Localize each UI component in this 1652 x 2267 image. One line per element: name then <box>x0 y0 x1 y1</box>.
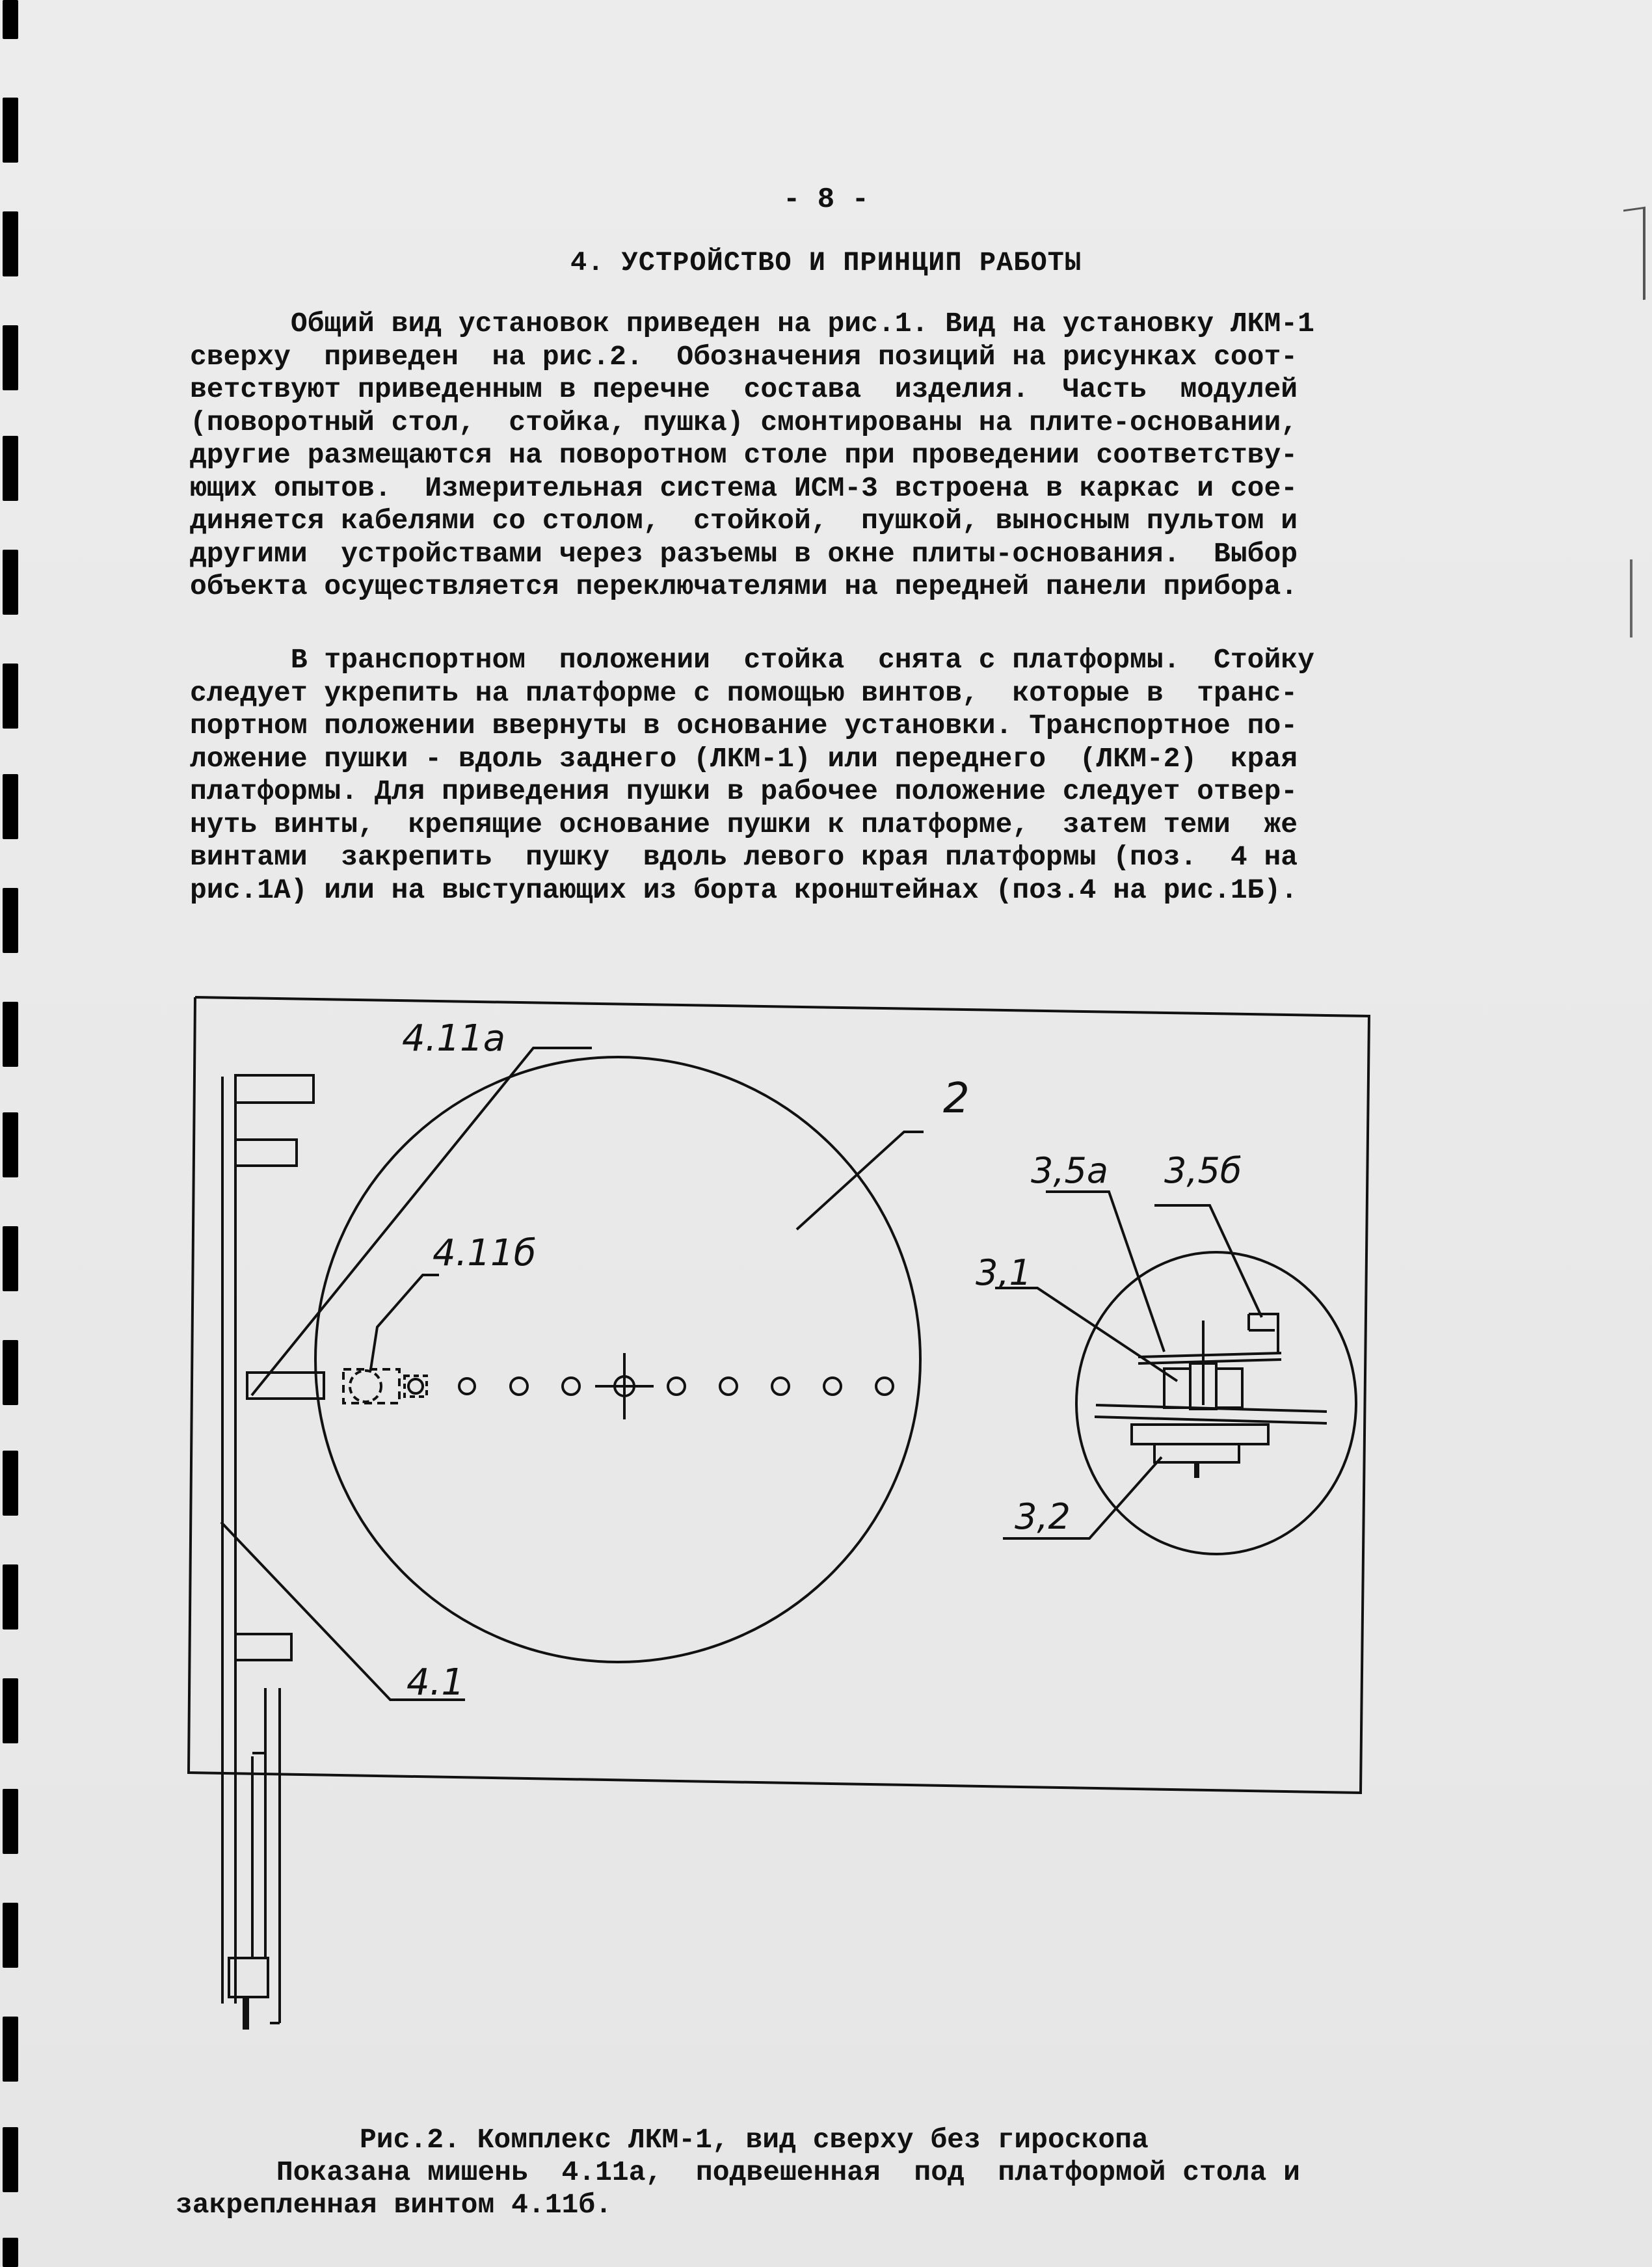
bracket <box>235 1075 313 1103</box>
figure-top-view <box>176 989 1392 2049</box>
hole <box>459 1378 475 1394</box>
text-line: В транспортном положении стойка снята с платформы. Стойку <box>190 644 1314 676</box>
hole <box>511 1378 527 1395</box>
label-3-1: 3,1 <box>976 1252 1032 1293</box>
hole <box>720 1378 737 1395</box>
figure-caption-title <box>360 2124 1652 2156</box>
binding-hole <box>3 436 18 501</box>
technical-drawing <box>176 989 1392 2049</box>
screw-4-11b <box>350 1371 381 1402</box>
paragraph-2 <box>190 644 1504 907</box>
detail-disk <box>1132 1425 1268 1444</box>
text-line: диняется кабелями со столом, стойкой, пушкой, выносным пультом и <box>190 505 1298 537</box>
binding-hole <box>3 1226 18 1291</box>
label-4-11a: 4.11а <box>402 1017 506 1060</box>
binding-holes <box>0 0 26 2267</box>
text-line: сверху приведен на рис.2. Обозначения позиций на рисунках соот- <box>190 340 1298 373</box>
text-line: (поворотный стол, стойка, пушка) смонтированы на плите-основании, <box>190 406 1298 438</box>
binding-hole <box>3 1340 18 1405</box>
bracket <box>235 1140 297 1166</box>
hole <box>408 1379 423 1393</box>
screw-4-11b-housing <box>343 1369 399 1403</box>
binding-hole <box>3 1903 18 1968</box>
binding-hole <box>3 2127 18 2192</box>
label-3-5a: 3,5а <box>1031 1150 1108 1191</box>
binding-hole <box>3 325 18 390</box>
detail-plate <box>1095 1417 1327 1423</box>
binding-hole <box>3 98 18 163</box>
text-line: другими устройствами через разъемы в окне плиты-основания. Выбор <box>190 537 1298 570</box>
binding-hole <box>3 2238 18 2267</box>
binding-hole <box>3 774 18 839</box>
detail-rod <box>1138 1353 1281 1357</box>
binding-hole <box>3 888 18 953</box>
page-number: - 8 - <box>782 183 870 216</box>
text-line: следует укрепить на платформе с помощью винтов, которые в транс- <box>190 677 1298 709</box>
binding-hole <box>3 1451 18 1516</box>
caption-line: Рис.2. Комплекс ЛКМ-1, вид сверху без гироскопа <box>360 2124 1149 2156</box>
binding-hole <box>3 1789 18 1854</box>
leader-3-1 <box>995 1288 1177 1381</box>
binding-hole <box>3 0 18 39</box>
text-line: платформы. Для приведения пушки в рабочее положение следует отвер- <box>190 775 1298 807</box>
caption-line: закрепленная винтом 4.11б. <box>176 2189 612 2221</box>
text-line: винтами закрепить пушку вдоль левого края платформы (поз. 4 на <box>190 841 1298 873</box>
caption-line: Показана мишень 4.11а, подвешенная под платформой стола и <box>176 2156 1300 2188</box>
text-line: ветствуют приведенным в перечне состава изделия. Часть модулей <box>190 373 1298 405</box>
text-line: другие размещаются на поворотном столе при проведении соответству- <box>190 439 1298 471</box>
text-line: ющих опытов. Измерительная система ИСМ-3 встроена в каркас и сое- <box>190 472 1298 504</box>
binding-hole <box>3 1678 18 1743</box>
label-4-1: 4.1 <box>406 1661 465 1704</box>
section-heading: 4. УСТРОЙСТВО И ПРИНЦИП РАБОТЫ <box>570 247 1082 278</box>
binding-hole <box>3 1002 18 1067</box>
figure-caption-body <box>176 2156 1515 2221</box>
text-line: ложение пушки - вдоль заднего (ЛКМ-1) или переднего (ЛКМ-2) края <box>190 742 1298 775</box>
binding-hole <box>3 664 18 729</box>
page-edge-mark <box>1630 559 1632 637</box>
text-line: объекта осуществляется переключателями на передней панели прибора. <box>190 570 1298 602</box>
label-3-5b: 3,5б <box>1164 1150 1242 1191</box>
detail-bracket <box>1249 1314 1278 1353</box>
leader-4-11b <box>371 1275 439 1369</box>
hole <box>772 1378 789 1395</box>
bracket <box>235 1634 291 1660</box>
binding-hole <box>3 2017 18 2082</box>
paragraph-1 <box>190 308 1504 604</box>
detail-block <box>1216 1369 1242 1408</box>
hole <box>563 1378 580 1395</box>
detail-disk <box>1154 1444 1239 1462</box>
hole <box>668 1378 685 1395</box>
text-line: портном положении ввернуты в основание установки. Транспортное по- <box>190 710 1298 742</box>
text-line: рис.1А) или на выступающих из борта кронштейнах (поз.4 на рис.1Б). <box>190 874 1298 906</box>
text-line: Общий вид установок приведен на рис.1. Вид на установку ЛКМ-1 <box>190 308 1314 340</box>
text-line: нуть винты, крепящие основание пушки к платформе, затем теми же <box>190 808 1298 840</box>
label-3-2: 3,2 <box>1015 1496 1071 1537</box>
rotary-table <box>315 1057 920 1662</box>
binding-hole <box>3 550 18 615</box>
binding-hole <box>3 1564 18 1630</box>
hole <box>876 1378 893 1395</box>
leader-4-11a <box>252 1048 592 1395</box>
label-4-11b: 4.11б <box>433 1232 537 1274</box>
hole <box>824 1378 841 1395</box>
binding-hole <box>3 1112 18 1177</box>
label-2: 2 <box>943 1075 970 1123</box>
